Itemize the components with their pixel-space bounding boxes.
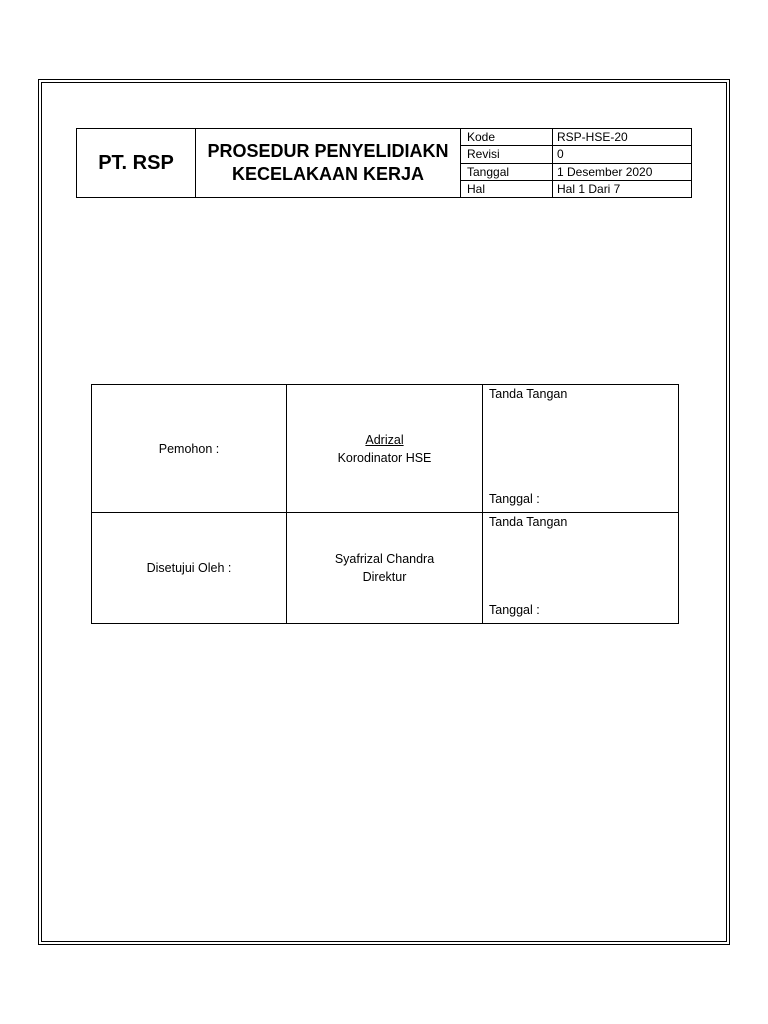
approval-row-pemohon: [92, 385, 679, 513]
date-label: Tanggal :: [489, 492, 540, 506]
role-label: Pemohon :: [92, 385, 287, 513]
meta-label-hal: Hal: [461, 180, 553, 197]
signature-label: Tanda Tangan: [489, 515, 568, 529]
signer-name: Syafrizal Chandra: [334, 552, 435, 566]
signer-position: Direktur: [362, 570, 407, 584]
signature-cell: [483, 513, 679, 624]
signer-info: [287, 385, 483, 513]
approval-row-disetujui: [92, 513, 679, 624]
signer-name: Adrizal: [365, 432, 404, 447]
signer-position: Korodinator HSE: [337, 450, 432, 465]
signer-info: [287, 513, 483, 624]
document-title: [196, 129, 461, 198]
role-label: Disetujui Oleh :: [92, 513, 287, 624]
signature-label: Tanda Tangan: [489, 387, 568, 401]
meta-label-kode: Kode: [461, 129, 553, 146]
document-title-line-1: PROSEDUR PENYELIDIAKN: [207, 141, 449, 161]
meta-value-tanggal: 1 Desember 2020: [553, 163, 692, 180]
document-header-table: [76, 128, 692, 198]
date-label: Tanggal :: [489, 603, 540, 617]
meta-value-revisi: 0: [553, 146, 692, 163]
document-title-line-2: KECELAKAAN KERJA: [231, 164, 424, 184]
signature-cell: [483, 385, 679, 513]
company-name: PT. RSP: [77, 129, 196, 198]
meta-label-tanggal: Tanggal: [461, 163, 553, 180]
meta-value-hal: Hal 1 Dari 7: [553, 180, 692, 197]
approval-table: [91, 384, 679, 624]
meta-value-kode: RSP-HSE-20: [553, 129, 692, 146]
meta-label-revisi: Revisi: [461, 146, 553, 163]
